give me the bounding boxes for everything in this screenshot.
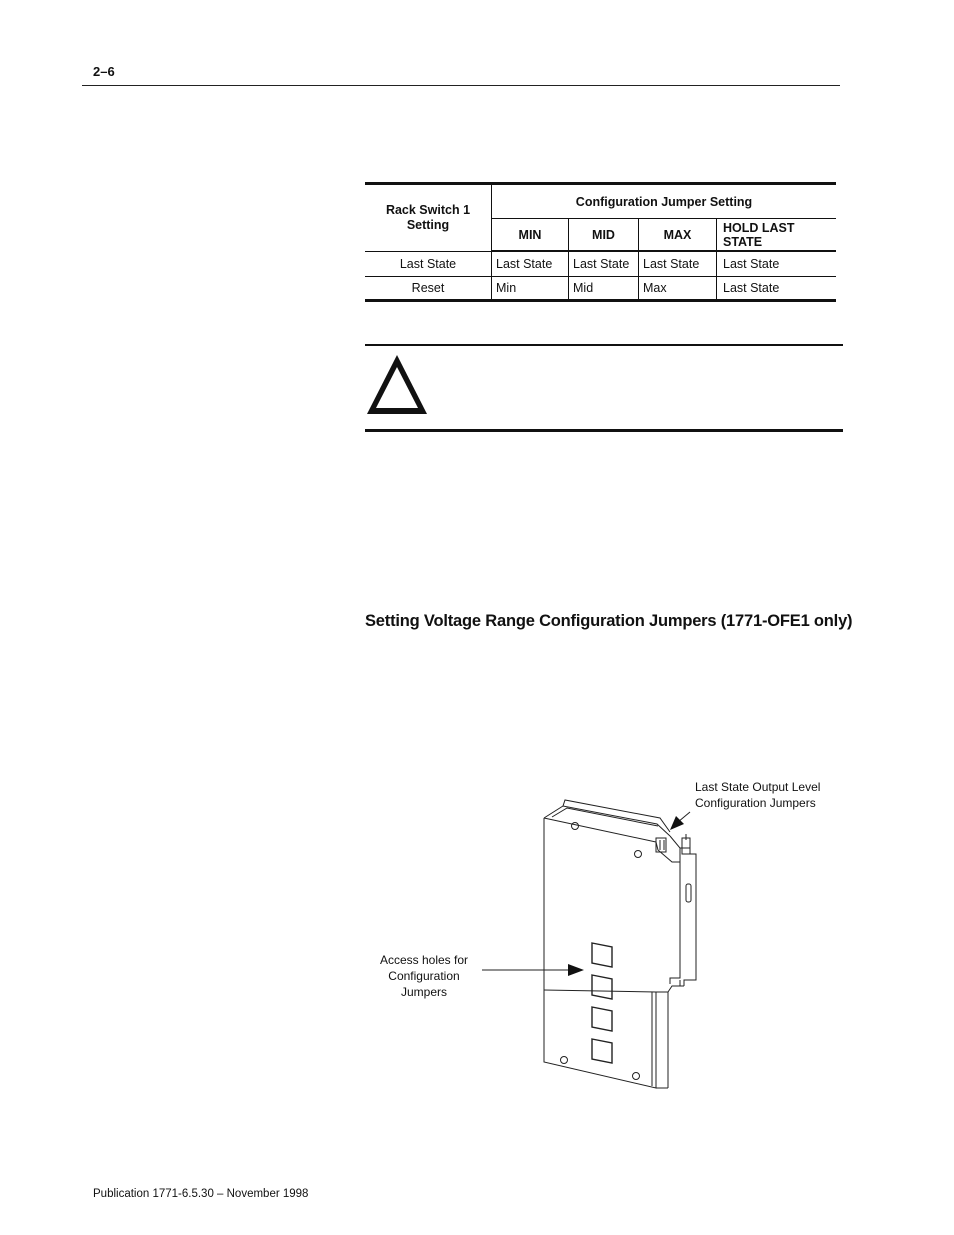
warning-bottom-rule — [365, 429, 843, 432]
table-cell: Max — [639, 277, 717, 301]
table-cell: Last State — [569, 251, 639, 277]
table-cell: Last State — [717, 251, 837, 277]
table-cell: Reset — [365, 277, 492, 301]
rack-switch-header — [365, 184, 492, 252]
section-title: Setting Voltage Range Configuration Jumpers (1771-OFE1 only) — [365, 612, 853, 630]
header-rule — [82, 85, 840, 86]
table-cell: Last State — [717, 277, 837, 301]
col-header-min: MIN — [492, 219, 569, 252]
callout-top-line2: Configuration Jumpers — [695, 796, 816, 810]
callout-last-state-jumpers — [695, 779, 820, 811]
config-jumper-header: Configuration Jumper Setting — [492, 184, 837, 219]
table-cell: Last State — [492, 251, 569, 277]
callout-access-holes — [374, 952, 474, 1000]
rack-header-line2: Setting — [406, 217, 450, 232]
page-number: 2–6 — [93, 64, 115, 79]
table-cell: Last State — [365, 251, 492, 277]
callout-top-line1: Last State Output Level — [695, 780, 821, 794]
callout-left-line3: Jumpers — [400, 985, 447, 999]
warning-top-rule — [365, 344, 843, 346]
col-header-mid: MID — [569, 219, 639, 252]
callout-left-line1: Access holes for — [379, 953, 469, 967]
callout-left-line2: Configuration — [388, 969, 460, 983]
table-cell: Min — [492, 277, 569, 301]
table-cell: Mid — [569, 277, 639, 301]
col-header-hold-last-state: HOLD LAST STATE — [717, 219, 837, 252]
table-row — [365, 251, 836, 277]
rack-header-line1: Rack Switch 1 — [385, 202, 471, 217]
jumper-setting-table — [365, 182, 836, 302]
module-illustration — [360, 770, 840, 1100]
warning-triangle-icon — [364, 352, 430, 418]
table-row — [365, 277, 836, 301]
table-cell: Last State — [639, 251, 717, 277]
col-header-max: MAX — [639, 219, 717, 252]
publication-footer: Publication 1771-6.5.30 – November 1998 — [93, 1188, 309, 1200]
table-header-row — [365, 184, 836, 219]
